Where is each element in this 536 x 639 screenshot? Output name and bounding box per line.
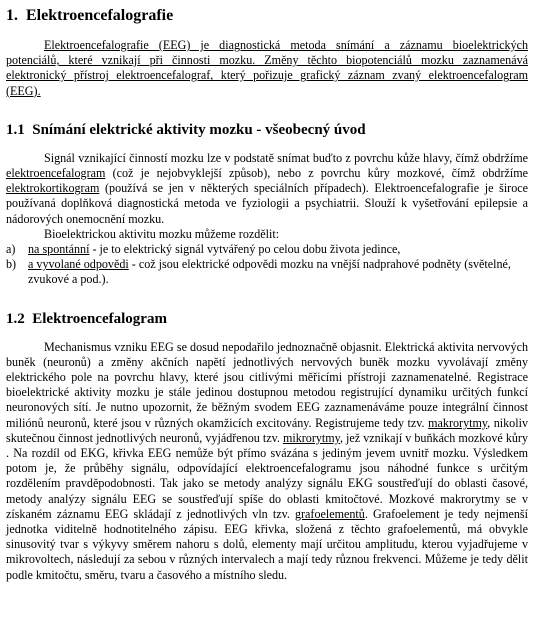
paragraph-text: , jež vznikají v buňkách mozkové kůry . Na rozdíl od EKG, křivka EEG nemůže být přímo svázána s jediným jevem uvnitř mozku. Výsledkem potom je, že průběhy signálu, odpovídající elektroencefalogramu jsou náhodné funkce s určitým rozdělením pravděpodobnosti. Tak jako se metody analýzy signálu EKG soustřeďují do oblasti časové, metody analýzy signálu EEG se soustřeďují spíše do oblasti kmitočtové. Mozkové makrorytmy se v získaném záznamu EEG skládají z jednotlivých vln tzv. [6, 430, 528, 521]
paragraph-text: (používá se jen v některých speciálních případech). Elektroencefalografie je široce používaná doplňková diagnostická metoda ve fyziologii a psychiatrii. Slouží k vyšetřování epilepsie a nádorových onemocnění mozku. [6, 181, 528, 226]
section-1-1-body [6, 151, 528, 288]
chapter-title: Elektroencefalografie [26, 7, 174, 24]
chapter-number: 1. [6, 7, 18, 24]
section-title: Elektroencefalogram [32, 310, 167, 327]
section-title: Snímání elektrické aktivity mozku - všeobecný úvod [32, 121, 366, 138]
list-item-rest: - je to elektrický signál vytvářený po celou dobu života jedince, [89, 242, 401, 257]
list-item-rest: - což jsou elektrické odpovědi mozku na vnější nadprahové podněty (světelné, zvukové a pod.). [28, 257, 511, 287]
paragraph-signal [6, 151, 528, 227]
paragraph-text: , nikoliv skutečnou činnost jednotlivých neuronů, vyjádřenou tzv. [6, 415, 528, 445]
activity-list [6, 242, 528, 288]
list-item [6, 242, 528, 257]
paragraph-text: . Grafoelement je tedy nejmenší jednotka viditelně hodnotitelného zápisu. EEG křivka, složená z těchto grafoelementů, má obvykle sinusovitý tvar s výkyvy směrem nahoru s dolů, elementy mají určitou amplitudu, kterou vyjadřujeme v mikrovoltech, následují za sebou v různých intervalech a mají tedy různou frekvenci. Můžeme je tedy dělit podle kmitočtu, směru, tvaru a časového a místního sledu. [6, 506, 529, 582]
paragraph-division: Bioelektrickou aktivitu mozku můžeme rozdělit: [44, 226, 280, 241]
link-mikrorytmy[interactable]: mikrorytmy [282, 430, 340, 445]
list-item [6, 257, 528, 287]
paragraph-text: Signál vznikající činností mozku lze v podstatě snímat buďto z povrchu kůže hlavy, čímž obdržíme [44, 150, 528, 165]
paragraph-text: Mechanismus vzniku EEG se dosud nepodařilo jednoznačně objasnit. Elektrická aktivita nervových buněk (neuronů) a změny akčních napětí jednotlivých nervových buněk mozku vyvolávají změny elektrického pole na povrchu hlavy, které jsou citlivými měřicími přístroji zaznamenatelné. Registrace bioelektrické aktivity mozku je stále jedinou dostupnou metodou registrující dynamiku určitých funkcí neuronových sítí. Je nutno upozornit, že běžným svodem EEG zaznamenáváme pouze integrální činnost miliónů neuronů, které jsou v různých okamžicích excitovány. Registrujeme tedy tzv. [6, 339, 528, 430]
term-evoked[interactable]: a vyvolané odpovědi [28, 257, 129, 272]
chapter-heading [6, 6, 528, 26]
link-elektrokortikogram[interactable]: elektrokortikogram [6, 181, 100, 196]
section-heading-1-1 [6, 121, 528, 139]
link-elektroencefalogram[interactable]: elektroencefalogram [6, 166, 106, 181]
list-marker: b) [6, 257, 17, 272]
intro-paragraph [6, 38, 528, 99]
list-item-text [28, 242, 528, 257]
paragraph-text: (což je nejobvyklejší způsob), nebo z povrchu kůry mozkové, čímž obdržíme [105, 166, 528, 181]
link-makrorytmy[interactable]: makrorytmy [428, 415, 488, 430]
list-item-text [28, 257, 528, 287]
section-number: 1.2 [6, 310, 25, 327]
intro-text: Elektroencefalografie (EEG) je diagnostická metoda snímání a záznamu bioelektrických potenciálů, které vznikají při činnosti mozku. Změny těchto biopotenciálů mozku zaznamenává elektronický přístroj elektroencefalograf, který pořizuje grafický záznam zvaný elektroencefalogram (EEG). [6, 38, 528, 98]
term-spontaneous[interactable]: na spontánní [28, 242, 90, 257]
section-number: 1.1 [6, 121, 25, 138]
link-grafoelementu[interactable]: grafoelementů [294, 506, 365, 521]
paragraph-mechanism [6, 340, 528, 583]
section-heading-1-2 [6, 310, 528, 328]
list-marker: a) [6, 242, 16, 257]
